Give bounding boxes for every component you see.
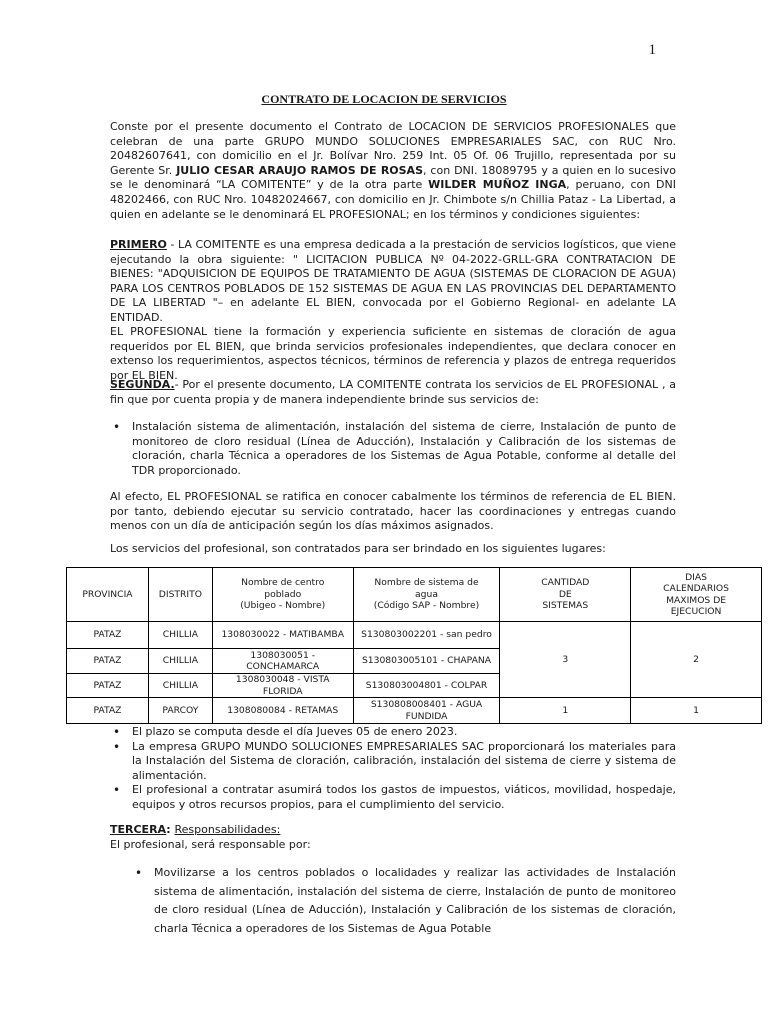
cell-sistema: S130803005101 - CHAPANA xyxy=(353,649,500,674)
page-number: 1 xyxy=(648,42,656,58)
condition-item: • El plazo se computa desde el día Jueves 05 de enero 2023. xyxy=(110,725,676,740)
header-sistema-agua: Nombre de sistema de agua (Código SAP - Nombre) xyxy=(353,568,500,622)
primero-label: PRIMERO xyxy=(110,238,167,251)
cell-distrito: CHILLIA xyxy=(148,674,212,698)
services-bullet: • Instalación sistema de alimentación, instalación del sistema de cierre, Instalación de punto de monitoreo de cloro residual (Línea de Aducción), Instalación y Calibración de los sistemas de cloración, charla Técnica a operadores de los Sistemas de Agua Potable, conforme al detalle del TDR proporcionado. xyxy=(110,420,676,478)
cell-centro: 1308030048 - VISTA FLORIDA xyxy=(212,674,353,698)
tercera-subtext: El profesional, será responsable por: xyxy=(110,837,311,851)
cell-provincia: PATAZ xyxy=(67,698,149,724)
cell-provincia: PATAZ xyxy=(67,649,149,674)
conditions-list xyxy=(110,725,676,813)
cell-cantidad: 3 xyxy=(500,622,631,698)
responsibility-bullet: • Movilizarse a los centros poblados o localidades y realizar las actividades de Instalación sistema de alimentación, instalación del sistema de cierre, Instalación de punto de monitoreo de cloro residual (Línea de Aducción), Instalación y Calibración de los sistemas de cloración, charla Técnica a operadores de los Sistemas de Agua Potable xyxy=(132,864,676,938)
header-distrito: DISTRITO xyxy=(148,568,212,622)
cell-centro: 1308030022 - MATIBAMBA xyxy=(212,622,353,649)
locations-table xyxy=(66,567,762,724)
cell-distrito: CHILLIA xyxy=(148,649,212,674)
cell-cantidad: 1 xyxy=(500,698,631,724)
cell-dias: 1 xyxy=(631,698,762,724)
cell-dias: 2 xyxy=(631,622,762,698)
intro-paragraph xyxy=(110,120,676,222)
intro-text-2: , con DNI. 18089795 y a quien en lo sucesivo se le denominará “LA COMITENTE” y de la otra parte xyxy=(110,163,676,192)
condition-item: • El profesional a contratar asumirá todos los gastos de impuestos, viáticos, movilidad, hospedaje, equipos y otros recursos propios, para el cumplimiento del servicio. xyxy=(110,783,676,812)
cell-provincia: PATAZ xyxy=(67,674,149,698)
tercera-heading: Responsabilidades: xyxy=(174,823,281,836)
cell-centro: 1308030051 - CONCHAMARCA xyxy=(212,649,353,674)
intro-text-1: Conste por el presente documento el Contrato de LOCACION DE SERVICIOS PROFESIONALES que celebran de una parte GRUPO MUNDO SOLUCIONES EMPRESARIALES SAC, con RUC Nro. 20482607641, con domicilio en el Jr. Bolívar Nro. 259 Int. 05 Of. 06 Trujillo, representada por su Gerente Sr. xyxy=(110,120,676,177)
segunda-clause xyxy=(110,378,676,407)
representative-name: JULIO CESAR ARAUJO RAMOS DE ROSAS xyxy=(176,163,423,177)
services-list xyxy=(110,420,676,478)
table-row xyxy=(67,622,762,649)
cell-distrito: CHILLIA xyxy=(148,622,212,649)
cell-sistema: S130808008401 - AGUA FUNDIDA xyxy=(353,698,500,724)
segunda-label: SEGUNDA. xyxy=(110,378,175,391)
efecto-paragraph: Al efecto, EL PROFESIONAL se ratifica en conocer cabalmente los términos de referencia de EL BIEN. por tanto, debiendo ejecutar su servicio contratado, hacer las coordinaciones y entregas cuando menos con un día de anticipación según los días máximos asignados. xyxy=(110,490,676,533)
table-header-row xyxy=(67,568,762,622)
segunda-text: - Por el presente documento, LA COMITENTE contrata los servicios de EL PROFESIONAL , a fin que por cuenta propia y de manera independiente brinde sus servicios de: xyxy=(110,378,676,406)
cell-sistema: S130803002201 - san pedro xyxy=(353,622,500,649)
header-centro-poblado: Nombre de centro poblado (Ubigeo - Nombre) xyxy=(212,568,353,622)
cell-sistema: S130803004801 - COLPAR xyxy=(353,674,500,698)
tercera-clause: TERCERA: Responsabilidades: El profesional, será responsable por: xyxy=(110,823,311,851)
professional-name: WILDER MUÑOZ INGA xyxy=(428,178,567,192)
intro-text-3: , peruano, con DNI 48202466, con RUC Nro. 10482024667, con domicilio en Jr. Chimbote s/n Chillia Pataz - La Libertad, a quien en adelante se le denominará EL PROFESIONAL; en los términos y condiciones siguientes: xyxy=(110,178,676,221)
cell-centro: 1308080084 - RETAMAS xyxy=(212,698,353,724)
cell-distrito: PARCOY xyxy=(148,698,212,724)
document-title: CONTRATO DE LOCACION DE SERVICIOS xyxy=(261,92,507,106)
header-cantidad: CANTIDAD DE SISTEMAS xyxy=(500,568,631,622)
header-dias: DIAS CALENDARIOS MAXIMOS DE EJECUCION xyxy=(631,568,762,622)
table-row xyxy=(67,698,762,724)
primero-clause xyxy=(110,238,676,326)
condition-item: • La empresa GRUPO MUNDO SOLUCIONES EMPRESARIALES SAC proporcionará los materiales para la Instalación del Sistema de cloración, calibración, instalación del sistema de cierre y sistema de alimentación. xyxy=(110,740,676,784)
primero-text: - LA COMITENTE es una empresa dedicada a la prestación de servicios logísticos, que viene ejecutando la obra siguiente: " LICITACION PUBLICA Nº 04-2022-GRLL-GRA CONTRATACION DE BIENES: "ADQUISICION DE EQUIPOS DE TRATAMIENTO DE AGUA (SISTEMAS DE CLORACION DE AGUA) PARA LOS CENTROS POBLADOS DE 152 SISTEMAS DE AGUA EN LAS PROVINCIAS DEL DEPARTAMENTO DE LA LIBERTAD "– en adelante EL BIEN, convocada por el Gobierno Regional- en adelante LA ENTIDAD. xyxy=(110,238,676,324)
profesional-paragraph: EL PROFESIONAL tiene la formación y experiencia suficiente en sistemas de cloración de agua requeridos por EL BIEN, que brinda servicios profesionales independientes, que declara conocer en extenso los requerimientos, aspectos técnicos, términos de referencia y plazos de entrega requeridos por EL BIEN. xyxy=(110,325,676,382)
tercera-label: TERCERA xyxy=(110,823,167,836)
responsibilities-list xyxy=(132,864,676,938)
cell-provincia: PATAZ xyxy=(67,622,149,649)
lugares-paragraph: Los servicios del profesional, son contratados para ser brindado en los siguientes lugares: xyxy=(110,542,606,555)
header-provincia: PROVINCIA xyxy=(67,568,149,622)
